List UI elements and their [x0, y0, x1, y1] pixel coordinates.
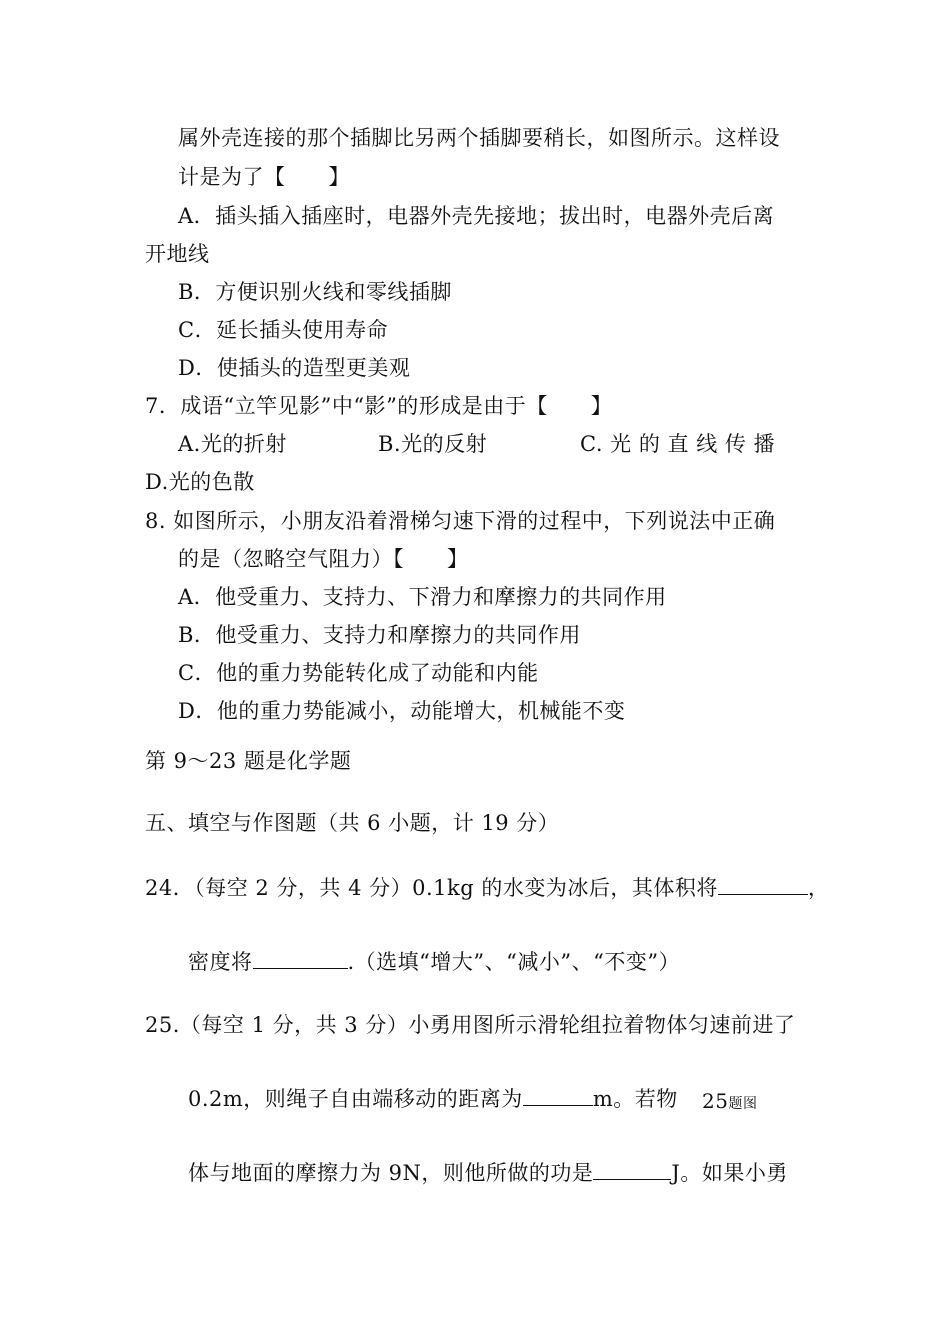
option-b: B．他受重力、支持力和摩擦力的共同作用	[178, 623, 581, 647]
answer-blank[interactable]	[718, 872, 808, 895]
question-text: 24．（每空 2 分，共 4 分）0.1kg 的水变为冰后，其体积将	[145, 876, 718, 900]
question-24	[145, 872, 829, 903]
figure-number: 25	[702, 1089, 729, 1113]
question-7: 7．成语“立竿见影”中“影”的形成是由于【 】	[145, 394, 613, 418]
question-text: 0.2m，则绳子自由端移动的距离为	[188, 1087, 523, 1111]
text-line	[188, 1157, 788, 1188]
question-text: 体与地面的摩擦力为 9N，则他所做的功是	[188, 1161, 594, 1185]
question-25: 25.（每空 1 分，共 3 分）小勇用图所示滑轮组拉着物体匀速前进了	[145, 1013, 796, 1037]
option-c: C. 光 的 直 线 传 播	[580, 432, 776, 456]
answer-blank[interactable]	[523, 1083, 593, 1106]
option-d: D.光的色散	[145, 470, 255, 494]
option-c: C．延长插头使用寿命	[178, 318, 389, 342]
figure-label: 题图	[728, 1096, 758, 1112]
text-line: 的是（忽略空气阻力）【 】	[178, 547, 469, 571]
question-text: m。若物	[592, 1087, 678, 1111]
option-c: C．他的重力势能转化成了动能和内能	[178, 661, 539, 685]
option-a: A．他受重力、支持力、下滑力和摩擦力的共同作用	[178, 585, 667, 609]
answer-blank[interactable]	[593, 1157, 671, 1180]
option-a: A.光的折射	[178, 432, 287, 456]
text-line: 开地线	[145, 242, 210, 266]
text-line	[188, 946, 680, 977]
punctuation: ，	[807, 876, 830, 900]
section-heading: 五、填空与作图题（共 6 小题，计 19 分）	[145, 811, 560, 835]
question-text: 密度将	[188, 950, 253, 974]
text-line: 计是为了【 】	[178, 165, 350, 189]
question-text: J。如果小勇	[671, 1161, 788, 1185]
section-note: 第 9～23 题是化学题	[145, 749, 352, 773]
option-d: D．使插头的造型更美观	[178, 356, 411, 380]
answer-blank[interactable]	[253, 946, 348, 969]
option-d: D．他的重力势能减小，动能增大，机械能不变	[178, 699, 626, 723]
option-a: A．插头插入插座时，电器外壳先接地；拔出时，电器外壳后离	[178, 204, 775, 228]
text-line: 属外壳连接的那个插脚比另两个插脚要稍长，如图所示。这样设	[178, 126, 780, 150]
option-b: B．方便识别火线和零线插脚	[178, 280, 452, 304]
figure-caption	[702, 1086, 757, 1119]
option-b: B.光的反射	[378, 432, 488, 456]
question-text: .（选填“增大”、“减小”、“不变”）	[347, 950, 681, 974]
question-8: 8. 如图所示，小朋友沿着滑梯匀速下滑的过程中，下列说法中正确	[145, 509, 776, 533]
text-line	[188, 1083, 678, 1114]
